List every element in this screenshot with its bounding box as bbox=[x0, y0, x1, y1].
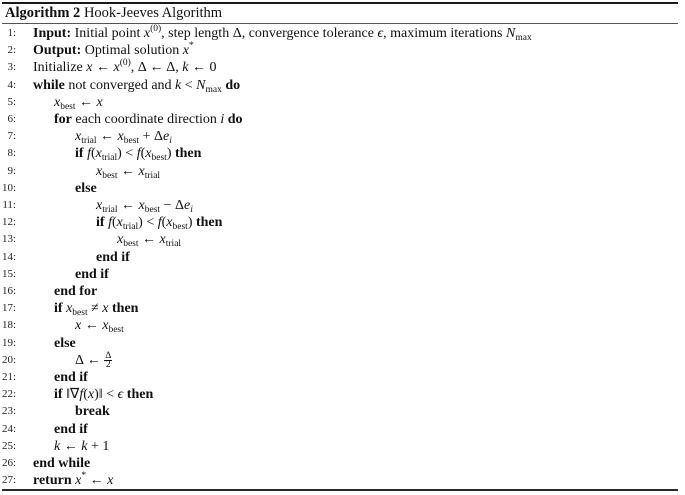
algorithm-title: Hook-Jeeves Algorithm bbox=[83, 5, 223, 21]
line-number: 12: bbox=[2, 216, 17, 229]
line-number: 13: bbox=[2, 233, 17, 246]
algorithm-line bbox=[0, 94, 680, 111]
line-number: 21: bbox=[2, 371, 17, 383]
line-number: 16: bbox=[2, 285, 17, 297]
line-text: else bbox=[75, 180, 97, 196]
line-number: 7: bbox=[7, 130, 16, 143]
algorithm-line bbox=[0, 369, 680, 386]
line-number: 22: bbox=[2, 388, 17, 401]
line-text: Output: Optimal solution x* bbox=[33, 41, 194, 59]
line-number: 10: bbox=[2, 181, 17, 194]
algorithm-line bbox=[0, 77, 680, 94]
line-number: 3: bbox=[7, 61, 16, 74]
line-text: $x_{best}$ ← $x_{trial}$ bbox=[96, 163, 161, 181]
line-number: 20: bbox=[2, 353, 17, 366]
algorithm-line bbox=[0, 335, 680, 352]
line-text: $x_{trial}$ ← $x_{best} - \Delta e_i$ bbox=[96, 198, 193, 215]
line-text: Input: Initial point $x^{(0)}$, step length Δ, convergence tolerance ϵ, maximum iterations $N_{max}$ bbox=[33, 24, 532, 43]
algorithm-line bbox=[0, 197, 680, 214]
line-number: 14: bbox=[2, 250, 17, 263]
algorithm-line bbox=[0, 283, 680, 300]
algorithm-line bbox=[0, 300, 680, 317]
algorithm-line bbox=[0, 180, 680, 197]
line-text: end for bbox=[54, 284, 98, 299]
line-number: 9: bbox=[7, 164, 16, 177]
line-text: end if bbox=[54, 370, 88, 385]
algorithm-line bbox=[0, 25, 680, 42]
algorithm-line bbox=[0, 145, 680, 162]
line-text: while not converged and $k < N_{max}$ do bbox=[33, 77, 241, 95]
line-text: if ‖∇f(x)‖ < ϵ then bbox=[54, 387, 154, 403]
line-text: else bbox=[54, 335, 76, 351]
line-number: 24: bbox=[2, 422, 17, 435]
line-text: $x_{trial}$ ← $x_{best} + \Delta e_i$ bbox=[75, 129, 172, 147]
line-text: $x_{best}$ ← x bbox=[54, 94, 103, 112]
line-number: 19: bbox=[2, 336, 17, 349]
algorithm-line bbox=[0, 128, 680, 145]
line-text: break bbox=[75, 404, 110, 420]
line-number: 17: bbox=[2, 302, 17, 315]
line-number: 27: bbox=[2, 474, 17, 487]
line-text: end if bbox=[54, 421, 88, 437]
line-text: end if bbox=[75, 266, 109, 282]
line-number: 4: bbox=[7, 78, 16, 91]
line-text: if $f(x_{trial}) < f(x_{best})$ then bbox=[96, 215, 223, 233]
algorithm-line bbox=[0, 455, 680, 472]
line-number: 25: bbox=[2, 439, 17, 452]
line-text: end if bbox=[96, 249, 130, 265]
top-rule bbox=[2, 2, 678, 4]
algorithm-line bbox=[0, 403, 680, 420]
line-number: 5: bbox=[7, 95, 16, 108]
algorithm-line bbox=[0, 249, 680, 266]
algorithm-line bbox=[0, 438, 680, 455]
line-number: 11: bbox=[2, 199, 16, 211]
line-number: 2: bbox=[7, 44, 16, 57]
bottom-rule bbox=[2, 489, 678, 491]
algorithm-line bbox=[0, 59, 680, 76]
line-text: if $f(x_{trial}) < f(x_{best})$ then bbox=[75, 146, 202, 164]
algorithm-line bbox=[0, 352, 680, 369]
algorithm-line bbox=[0, 472, 680, 489]
line-text: if $x_{best} \ne x$ then bbox=[54, 301, 139, 319]
line-number: 26: bbox=[2, 457, 17, 469]
line-number: 18: bbox=[2, 319, 17, 332]
algorithm-line bbox=[0, 231, 680, 248]
line-number: 1: bbox=[7, 27, 16, 39]
algorithm-line bbox=[0, 386, 680, 403]
line-text: return x* ← x bbox=[33, 471, 114, 489]
algorithm-line bbox=[0, 42, 680, 59]
algorithm-line bbox=[0, 214, 680, 231]
line-text: k ← k + 1 bbox=[54, 438, 110, 454]
line-text: Δ ← $\frac{\Delta}{2}$ bbox=[75, 351, 112, 371]
algorithm-line bbox=[0, 111, 680, 128]
line-text: for each coordinate direction i do bbox=[54, 112, 243, 127]
algorithm-line bbox=[0, 163, 680, 180]
line-text: end while bbox=[33, 456, 91, 471]
line-number: 23: bbox=[2, 405, 17, 418]
caption-rule bbox=[2, 23, 678, 24]
line-number: 8: bbox=[7, 147, 16, 160]
line-text: x ← $x_{best}$ bbox=[75, 318, 124, 336]
line-text: Initialize x ← $x^{(0)}$, Δ ← Δ, k ← 0 bbox=[33, 58, 217, 76]
algorithm-line bbox=[0, 266, 680, 283]
line-number: 6: bbox=[7, 113, 16, 125]
line-number: 15: bbox=[2, 267, 17, 280]
algorithm-label: Algorithm 2 bbox=[5, 5, 81, 21]
algorithm-caption bbox=[5, 5, 222, 22]
algorithm-line bbox=[0, 421, 680, 438]
algorithm-line bbox=[0, 317, 680, 334]
line-text: $x_{best}$ ← $x_{trial}$ bbox=[117, 232, 182, 250]
